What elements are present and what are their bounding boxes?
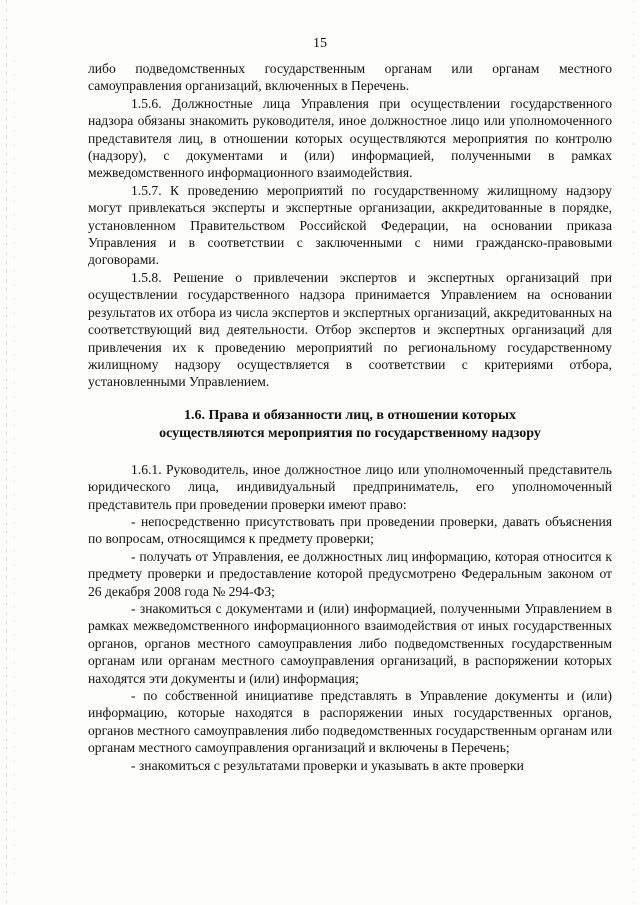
paragraph-1-5-5-continuation: либо подведомственных государственным органам или органам местного самоуправления организаций, включенных в Перечень.	[88, 61, 612, 94]
scan-edge-right	[633, 0, 634, 905]
right-item-submit-documents: - по собственной инициативе представлять в Управление документы и (или) информацию, которые находятся в распоряжении иных государственных органов, органов местного самоуправления либо подведомственных государственным органам или органам местного самоуправления организаций и включены в Перечень;	[88, 688, 612, 756]
paragraph-1-5-7: 1.5.7. К проведению мероприятий по государственному жилищному надзору могут привлекаться эксперты и экспертные организации, аккредитованные в порядке, установленном Правительством Российской Федерации, на основании приказа Управления и в соответствии с заключенными с ними гражданско-правовыми договорами.	[88, 182, 612, 268]
section-heading-line-1: 1.6. Права и обязанности лиц, в отношении которых	[183, 407, 517, 423]
right-item-review-results: - знакомиться с результатами проверки и указывать в акте проверки	[131, 757, 524, 773]
right-item-attend: - непосредственно присутствовать при проведении проверки, давать объяснения по вопросам, относящимся к предмету проверки;	[88, 513, 612, 547]
document-body	[88, 60, 612, 774]
paragraph-1-5-6: 1.5.6. Должностные лица Управления при осуществлении государственного надзора обязаны знакомить руководителя, иное должностное лицо или уполномоченного представителя лиц, в отношении которых осуществляются мероприятия по контролю (надзору), с документами и (или) информацией, полученными в рамках межведомственного информационного взаимодействия.	[88, 95, 612, 181]
scan-edge-left-inner	[14, 60, 15, 880]
paragraph-1-5-8: 1.5.8. Решение о привлечении экспертов и экспертных организаций при осуществлении государственного надзора принимается Управлением на основании результатов их отбора из числа экспертов и экспертных организаций, аккредитованных на соответствующий вид деятельности. Отбор экспертов и экспертных организаций для привлечения их к проведению мероприятий по региональному государственному жилищному надзору осуществляется в соответствии с критериями отбора, установленными Управлением.	[88, 269, 612, 390]
scan-edge-left	[6, 0, 7, 905]
right-item-receive-info: - получать от Управления, ее должностных лиц информацию, которая относится к предмету проверки и предоставление которой предусмотрено Федеральным законом от 26 декабря 2008 года № 294-ФЗ;	[88, 548, 612, 599]
section-heading-line-2: осуществляются мероприятия по государственному надзору	[159, 425, 541, 441]
right-item-review-documents: - знакомиться с документами и (или) информацией, полученными Управлением в рамках межведомственного информационного взаимодействия от иных государственных органов, органов местного самоуправления либо подведомственных государственным органам или органам местного самоуправления организаций, в распоряжении которых находятся эти документы и (или) информация;	[88, 600, 612, 686]
page-number: 15	[313, 36, 327, 51]
paragraph-1-6-1: 1.6.1. Руководитель, иное должностное лицо или уполномоченный представитель юридического лица, индивидуальный предприниматель, его уполномоченный представитель при проведении проверки имеют право:	[88, 461, 612, 512]
section-heading-1-6	[88, 407, 612, 443]
